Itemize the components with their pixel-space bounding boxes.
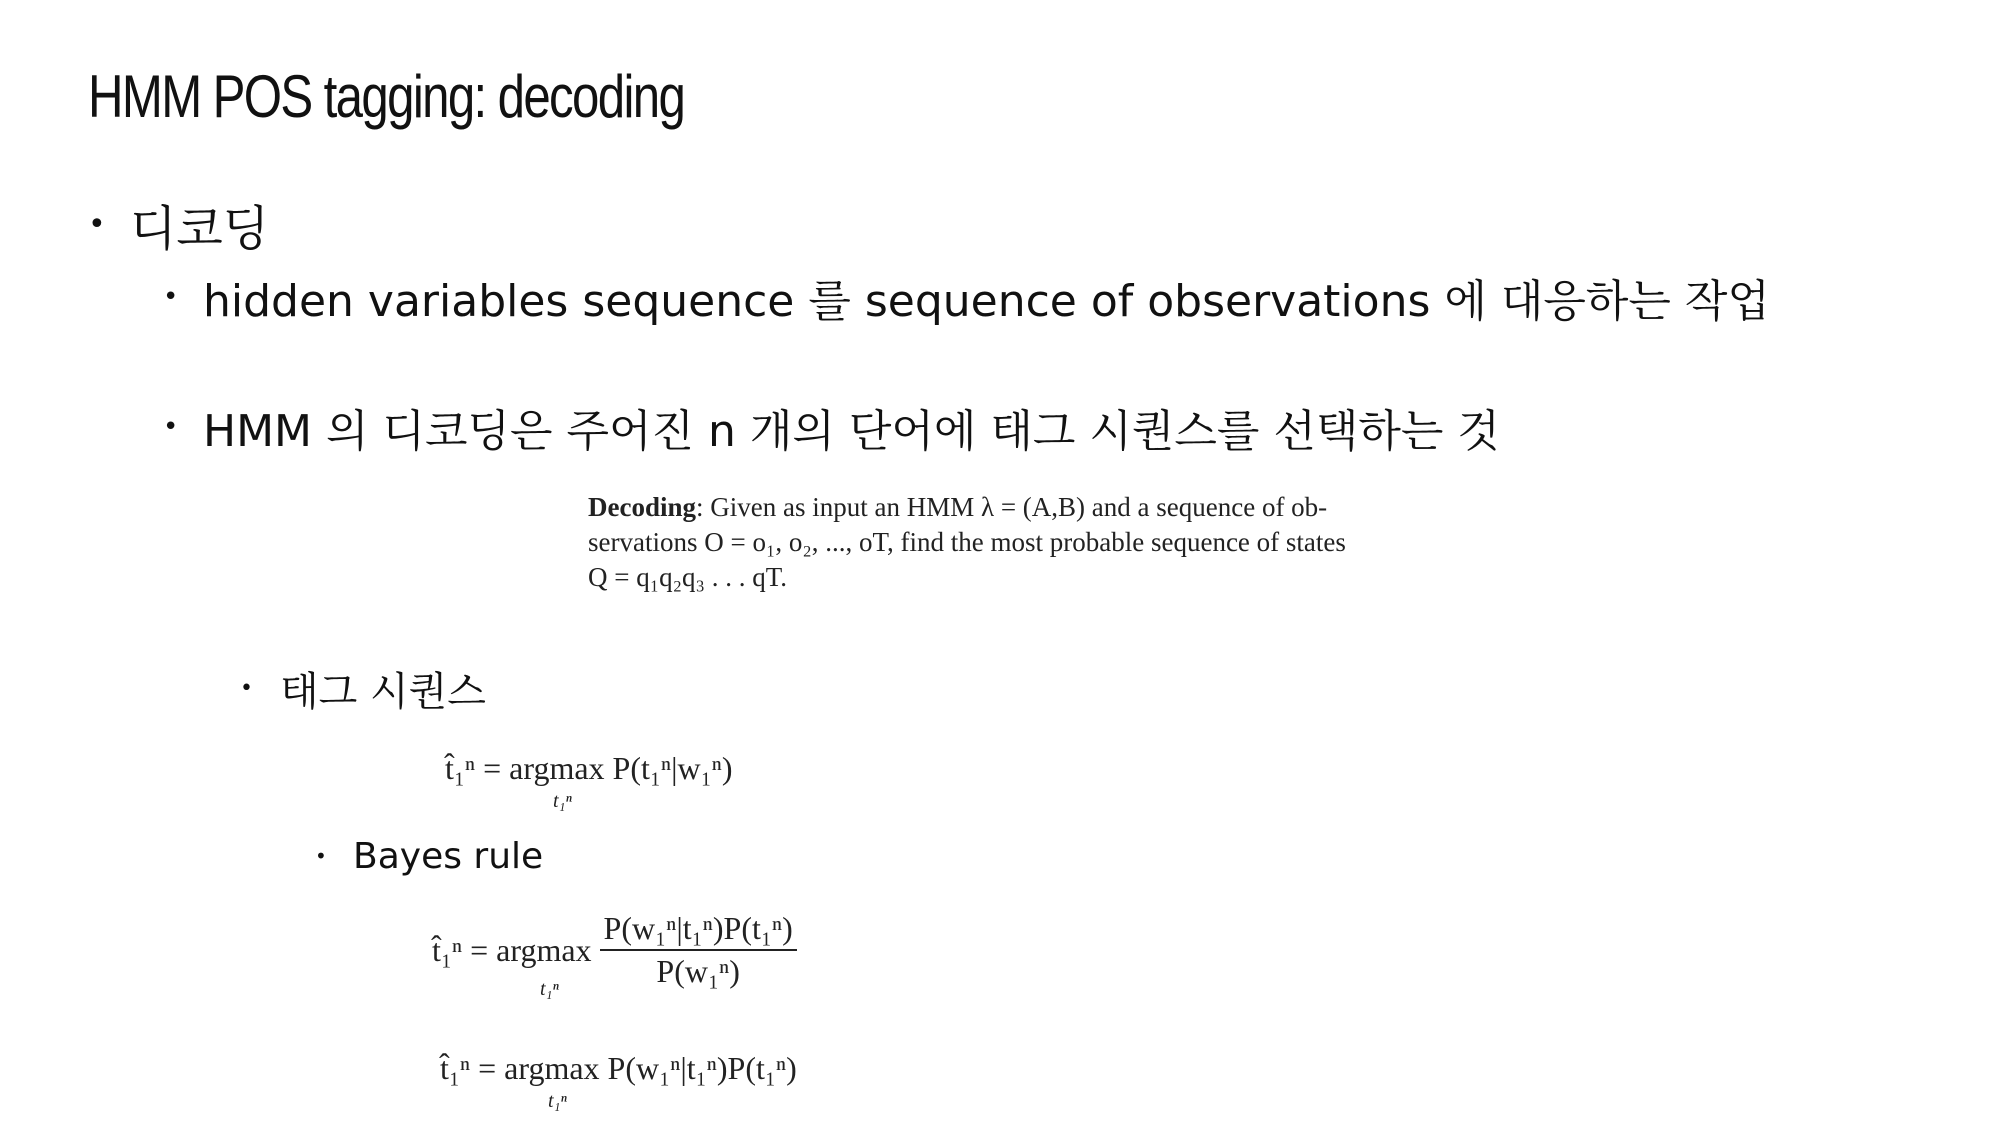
equation-argmax-subscript: t₁ⁿ — [540, 978, 559, 1000]
equation-fraction — [600, 910, 797, 990]
bullet-dot: • — [163, 412, 179, 442]
bullet-text: HMM 의 디코딩은 주어진 n 개의 단어에 태그 시퀀스를 선택하는 것 — [203, 406, 1500, 457]
bullet-dot: • — [240, 676, 253, 701]
slide-title: HMM POS tagging: decoding — [88, 63, 685, 130]
bullet-text: 디코딩 — [130, 201, 270, 257]
equation-text: t̂₁ⁿ = argmax P(w₁ⁿ|t₁ⁿ)P(t₁ⁿ) — [440, 1050, 797, 1086]
equation-denominator: P(w₁ⁿ) — [656, 953, 740, 989]
equation-argmax-product — [440, 1050, 797, 1112]
equation-numerator: P(w₁ⁿ|t₁ⁿ)P(t₁ⁿ) — [600, 910, 797, 951]
bullet-dot: • — [88, 207, 106, 242]
definition-line-1-text: : Given as input an HMM λ = (A,B) and a sequence of ob- — [696, 492, 1328, 522]
bullet-hmm-decoding — [163, 395, 1500, 459]
decoding-definition — [588, 490, 1418, 595]
definition-line-2: servations O = o₁, o₂, ..., oT, find the most probable sequence of states — [588, 527, 1346, 557]
equation-argmax-subscript: t₁ⁿ — [548, 1090, 567, 1112]
definition-label: Decoding — [588, 492, 696, 522]
bullet-text: hidden variables sequence 를 sequence of observations 에 대응하는 작업 — [203, 276, 1770, 327]
bullet-dot: • — [315, 844, 327, 868]
bullet-text: 태그 시퀀스 — [280, 669, 486, 715]
equation-lhs: t̂₁ⁿ = argmax — [432, 931, 592, 968]
definition-line-3: Q = q₁q₂q₃ . . . qT. — [588, 562, 787, 592]
equation-argmax-subscript: t₁ⁿ — [553, 790, 572, 812]
equation-bayes-fraction — [432, 910, 797, 1000]
equation-text: t̂₁ⁿ = argmax P(t₁ⁿ|w₁ⁿ) — [445, 750, 733, 786]
bullet-decoding — [88, 190, 269, 259]
bullet-bayes-rule — [315, 834, 543, 877]
bullet-tag-sequence — [240, 660, 486, 717]
definition-line-1 — [588, 490, 1418, 525]
bullet-hidden-variables — [163, 265, 1770, 329]
bullet-text: Bayes rule — [353, 835, 544, 877]
equation-argmax-posterior — [445, 750, 733, 812]
bullet-dot: • — [163, 282, 179, 312]
